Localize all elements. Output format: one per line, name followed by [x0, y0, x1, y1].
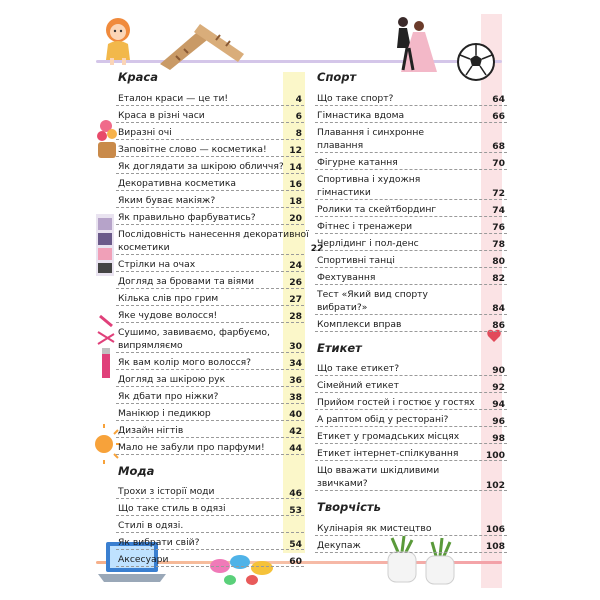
- toc-entry-line: Стрілки на очах: [118, 258, 196, 270]
- toc-page-number: 108: [485, 541, 505, 553]
- toc-entry[interactable]: [116, 502, 304, 516]
- toc-entry-title: [317, 379, 399, 392]
- toc-entry[interactable]: [116, 309, 304, 323]
- toc-entry[interactable]: [315, 220, 507, 234]
- toc-entry-line: Тест «Який вид спорту: [317, 288, 428, 300]
- section-title: Спорт: [317, 70, 357, 84]
- toc-entry-title: [118, 126, 172, 139]
- toc-entry[interactable]: [116, 536, 304, 550]
- toc-entry-title: [317, 237, 419, 250]
- dancers-icon: [385, 14, 439, 76]
- toc-entry-title: [118, 258, 195, 271]
- toc-page-number: 106: [485, 524, 505, 536]
- toc-page-number: 30: [289, 341, 302, 353]
- toc-entry-line: Декупаж: [317, 539, 361, 551]
- toc-entry[interactable]: [116, 553, 304, 567]
- toc-entry[interactable]: [116, 143, 304, 157]
- toc-entry-line: А раптом обід у ресторані?: [317, 414, 449, 425]
- toc-entry-title: [317, 413, 448, 426]
- toc-page-number: 96: [492, 415, 505, 427]
- section-title: Мода: [118, 463, 155, 478]
- toc-section: [315, 72, 507, 332]
- toc-page-number: 54: [289, 538, 302, 550]
- toc-entry-line: випрямляємо: [118, 339, 183, 351]
- toc-page-number: 28: [289, 311, 302, 323]
- section-title: Творчість: [317, 500, 381, 514]
- toc-entry-line: Трохи з історії моди: [118, 486, 215, 497]
- toc-entry[interactable]: [116, 373, 304, 387]
- toc-page-number: 22: [310, 243, 324, 255]
- toc-page-number: 36: [289, 375, 302, 387]
- toc-page-number: 70: [492, 158, 505, 170]
- toc-entry-title: [118, 211, 256, 224]
- toc-entry-title: [118, 553, 168, 566]
- toc-entry[interactable]: [315, 539, 507, 553]
- toc-entry[interactable]: [116, 390, 304, 404]
- toc-entry-line: Фехтування: [317, 271, 376, 283]
- toc-section: [315, 340, 507, 492]
- toc-entry-title: [317, 109, 404, 122]
- toc-entry[interactable]: [116, 109, 304, 123]
- toc-section: [116, 463, 304, 568]
- toc-entry-title: [118, 160, 284, 173]
- toc-entry-line: Ролики та скейтбординг: [317, 203, 437, 215]
- toc-entry[interactable]: [315, 362, 507, 376]
- toc-entry-title: [118, 536, 199, 549]
- toc-entry-line: Виразні очі: [118, 126, 172, 138]
- toc-entry-line: Етикет у громадських місцях: [317, 431, 460, 442]
- toc-page-number: 8: [295, 128, 302, 140]
- toc-entry[interactable]: [116, 424, 304, 438]
- toc-entry-line: Кілька слів про грим: [118, 292, 219, 304]
- toc-entry-line: гімнастики: [317, 186, 371, 198]
- toc-page-number: 14: [289, 162, 302, 174]
- toc-entry-title: [118, 485, 215, 498]
- toc-entry[interactable]: [116, 275, 304, 289]
- toc-entry[interactable]: [315, 379, 507, 393]
- toc-entry-title: [317, 156, 398, 169]
- toc-entry-line: Як дбати про ніжки?: [118, 390, 219, 402]
- toc-entry[interactable]: [315, 318, 507, 332]
- toc-entry[interactable]: [315, 447, 507, 461]
- toc-entry-title: [317, 271, 375, 284]
- toc-page-number: 27: [289, 294, 302, 306]
- toc-entry-line: Кулінарія як мистецтво: [317, 522, 432, 534]
- toc-entry-title: [118, 143, 267, 156]
- toc-entry-title: [317, 92, 393, 105]
- section-title: Етикет: [317, 340, 362, 355]
- toc-page-number: 66: [492, 111, 505, 123]
- toc-entry-title: [317, 539, 361, 552]
- toc-column-right: [315, 72, 507, 564]
- toc-page-number: 74: [492, 205, 505, 217]
- toc-entry[interactable]: [116, 356, 304, 370]
- toc-entry-title: [317, 464, 439, 490]
- toc-entry-line: Декоративна косметика: [118, 177, 237, 189]
- toc-section: [315, 502, 507, 553]
- toc-page-number: 64: [492, 94, 505, 106]
- toc-entry[interactable]: [116, 326, 304, 353]
- toc-page-number: 80: [492, 256, 505, 268]
- toc-entry-title: [118, 292, 218, 305]
- toc-entry-line: Прийом гостей і гостює у гостях: [317, 397, 475, 408]
- toc-entry-title: [317, 430, 459, 443]
- toc-entry-line: Гімнастика вдома: [317, 109, 405, 121]
- toc-entry-line: Аксесуари: [118, 554, 169, 565]
- toc-entry-title: [118, 407, 211, 420]
- toc-page-number: 46: [289, 487, 302, 499]
- toc-entry[interactable]: [315, 522, 507, 536]
- toc-entry[interactable]: [315, 173, 507, 200]
- toc-entry-line: Що таке етикет?: [317, 363, 400, 374]
- toc-entry-line: Заповітне слово — косметика!: [118, 143, 267, 155]
- toc-entry-title: [118, 275, 254, 288]
- toc-entry-line: Фігурне катання: [317, 156, 398, 168]
- toc-column-left: [116, 70, 324, 578]
- toc-entry-line: Що таке стиль в одязі: [118, 503, 226, 514]
- toc-entry-line: Сушимо, завиваємо, фарбуємо,: [118, 326, 270, 338]
- toc-page-number: 26: [289, 277, 302, 289]
- toc-entry-line: Еталон краси — це ти!: [118, 92, 229, 104]
- scarf-icon: [156, 14, 248, 70]
- toc-entry[interactable]: [116, 258, 304, 272]
- toc-entry-title: [118, 326, 270, 352]
- toc-page-number: 44: [289, 443, 302, 455]
- toc-page-number: 86: [492, 320, 505, 332]
- toc-entry[interactable]: [116, 485, 304, 499]
- toc-page-number: 18: [289, 196, 302, 208]
- toc-entry-title: [118, 194, 215, 207]
- toc-entry[interactable]: [315, 271, 507, 285]
- toc-entry[interactable]: [315, 430, 507, 444]
- toc-entry-line: Фітнес і тренажери: [317, 220, 413, 232]
- toc-entry-title: [317, 318, 401, 331]
- section-title: Краса: [118, 70, 158, 84]
- toc-entry-title: [118, 519, 183, 532]
- toc-entry-title: [317, 220, 412, 233]
- toc-entry[interactable]: [315, 156, 507, 170]
- toc-entry[interactable]: [315, 464, 507, 491]
- toc-entry-line: Мало не забули про парфуми!: [118, 441, 265, 453]
- toc-entry[interactable]: [315, 396, 507, 410]
- toc-entry-line: Послідовність нанесення декоративної: [118, 228, 309, 240]
- toc-entry[interactable]: [116, 519, 304, 533]
- toc-page-number: 102: [485, 479, 505, 491]
- toc-entry-title: [317, 288, 428, 314]
- toc-page-number: 82: [492, 273, 505, 285]
- toc-entry-title: [317, 396, 475, 409]
- toc-page-number: 100: [485, 449, 505, 461]
- toc-entry-line: Як вам колір мого волосся?: [118, 356, 252, 368]
- toc-entry-title: [317, 522, 431, 535]
- toc-entry[interactable]: [315, 254, 507, 268]
- toc-page-number: 20: [289, 213, 302, 225]
- toc-entry-title: [118, 356, 251, 369]
- toc-page-number: 84: [492, 303, 505, 315]
- toc-entry[interactable]: [116, 177, 304, 191]
- toc-entry-line: Як правильно фарбуватись?: [118, 211, 256, 223]
- toc-page-number: 42: [289, 426, 302, 438]
- toc-entry-title: [317, 447, 458, 460]
- toc-page-number: 60: [289, 555, 302, 567]
- toc-page-number: 53: [289, 504, 302, 516]
- toc-entry-title: [118, 177, 236, 190]
- toc-page-number: 98: [492, 432, 505, 444]
- toc-entry[interactable]: [116, 92, 304, 106]
- toc-entry-title: [317, 126, 424, 152]
- toc-page-number: 40: [289, 409, 302, 421]
- toc-page-number: 76: [492, 222, 505, 234]
- toc-entry[interactable]: [116, 211, 304, 225]
- toc-page-number: 4: [295, 94, 302, 106]
- toc-entry-title: [118, 92, 228, 105]
- toc-entry-line: звичками?: [317, 478, 368, 489]
- toc-entry-line: косметики: [118, 241, 170, 253]
- toc-entry-line: Етикет інтернет-спілкування: [317, 448, 459, 459]
- toc-page-number: 68: [492, 141, 505, 153]
- toc-entry-title: [118, 502, 226, 515]
- toc-entry-title: [118, 309, 217, 322]
- toc-entry-title: [118, 228, 309, 254]
- toc-entry[interactable]: [116, 160, 304, 174]
- toc-entry-line: Дизайн нігтів: [118, 424, 184, 436]
- toc-entry-line: Як доглядати за шкірою обличчя?: [118, 160, 284, 172]
- toc-page-number: 90: [492, 364, 505, 376]
- toc-entry-line: Яке чудове волосся!: [118, 309, 218, 321]
- flower-basket-icon: [96, 118, 118, 162]
- toc-entry-title: [118, 390, 218, 403]
- toc-section: [116, 70, 324, 455]
- toc-entry[interactable]: [315, 288, 507, 315]
- toc-entry-line: Як вибрати свій?: [118, 537, 200, 548]
- toc-page-number: 92: [492, 381, 505, 393]
- toc-entry[interactable]: [315, 126, 507, 153]
- toc-page-number: 38: [289, 392, 302, 404]
- toc-entry[interactable]: [116, 407, 304, 421]
- toc-entry-line: Спортивна і художня: [317, 173, 421, 185]
- toc-entry-title: [317, 203, 436, 216]
- toc-entry-title: [118, 441, 265, 454]
- toc-entry-line: Стилі в одязі.: [118, 520, 184, 531]
- lipstick-icon: [96, 312, 118, 382]
- toc-page-number: 12: [289, 145, 302, 157]
- toc-entry[interactable]: [116, 292, 304, 306]
- toc-page-number: 16: [289, 179, 302, 191]
- toc-entry-title: [118, 109, 205, 122]
- toc-entry-line: Що таке спорт?: [317, 92, 394, 104]
- toc-entry-title: [317, 362, 399, 375]
- toc-entry-title: [118, 373, 225, 386]
- toc-entry-line: Спортивні танці: [317, 254, 395, 266]
- toc-entry[interactable]: [315, 92, 507, 106]
- toc-entry-line: Комплекси вправ: [317, 318, 402, 330]
- toc-entry-title: [317, 254, 395, 267]
- toc-entry-line: Краса в різні часи: [118, 109, 205, 121]
- toc-entry-line: Яким буває макіяж?: [118, 194, 216, 206]
- toc-entry-line: Сімейний етикет: [317, 380, 399, 391]
- toc-page-number: 78: [492, 239, 505, 251]
- toc-entry-line: Черлідинг і пол-денс: [317, 237, 419, 249]
- toc-entry[interactable]: [116, 194, 304, 208]
- toc-entry-line: Догляд за шкірою рук: [118, 373, 226, 385]
- toc-entry-title: [118, 424, 183, 437]
- toc-page-number: 72: [492, 188, 505, 200]
- toc-entry-line: плавання: [317, 139, 364, 151]
- toc-entry-title: [317, 173, 420, 199]
- toc-entry[interactable]: [116, 228, 324, 255]
- toc-page-number: 6: [295, 111, 302, 123]
- toc-entry[interactable]: [315, 109, 507, 123]
- toc-entry[interactable]: [116, 441, 304, 455]
- toc-entry-line: Догляд за бровами та віями: [118, 275, 255, 287]
- eyeshadow-palette-icon: [96, 214, 116, 278]
- toc-entry[interactable]: [315, 413, 507, 427]
- toc-entry-line: вибрати?»: [317, 301, 368, 313]
- toc-entry-line: Манікюр і педикюр: [118, 407, 211, 419]
- toc-page-number: 94: [492, 398, 505, 410]
- toc-entry[interactable]: [116, 126, 304, 140]
- toc-entry-line: Плавання і синхронне: [317, 126, 424, 138]
- toc-entry[interactable]: [315, 203, 507, 217]
- girl-icon: [96, 14, 142, 66]
- toc-page-number: 34: [289, 358, 302, 370]
- toc-page-number: 24: [289, 260, 302, 272]
- toc-entry-line: Що вважати шкідливими: [317, 465, 440, 476]
- toc-entry[interactable]: [315, 237, 507, 251]
